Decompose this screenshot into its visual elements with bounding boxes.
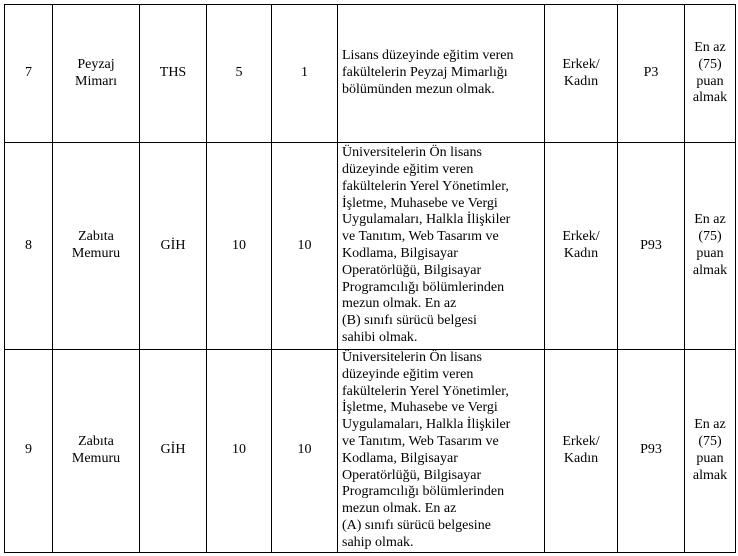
table-row [5, 350, 736, 553]
position-count: 1 [272, 5, 338, 143]
requirement-text: Lisans düzeyinde eğitim veren fakültelerin Peyzaj Mimarlığı bölümünden mezun olmak. [338, 5, 545, 143]
position-title: Zabıta Memuru [53, 350, 140, 553]
gender: Erkek/ Kadın [545, 143, 618, 350]
row-number: 9 [5, 350, 53, 553]
service-class: THS [140, 5, 207, 143]
requirement-text: Üniversitelerin Ön lisans düzeyinde eğitim veren fakültelerin Yerel Yönetimler, İşletme, Muhasebe ve Vergi Uygulamaları, Halkla İlişkiler ve Tanıtım, Web Tasarım ve Kodlama, Bilgisayar Operatörlüğü, Bilgisayar Programcılığı bölümlerinden mezun olmak. En az (A) sınıfı sürücü belgesine sahip olmak. [338, 350, 545, 553]
gender: Erkek/ Kadın [545, 5, 618, 143]
position-count: 10 [272, 350, 338, 553]
positions-table [4, 4, 736, 553]
position-degree: 10 [207, 143, 272, 350]
kpss-score-type: P93 [618, 143, 685, 350]
position-degree: 10 [207, 350, 272, 553]
position-title: Peyzaj Mimarı [53, 5, 140, 143]
minimum-score: En az (75) puan almak [685, 350, 736, 553]
gender: Erkek/ Kadın [545, 350, 618, 553]
service-class: GİH [140, 143, 207, 350]
requirement-text: Üniversitelerin Ön lisans düzeyinde eğitim veren fakültelerin Yerel Yönetimler, İşletme, Muhasebe ve Vergi Uygulamaları, Halkla İlişkiler ve Tanıtım, Web Tasarım ve Kodlama, Bilgisayar Operatörlüğü, Bilgisayar Programcılığı bölümlerinden mezun olmak. En az (B) sınıfı sürücü belgesi sahibi olmak. [338, 143, 545, 350]
position-degree: 5 [207, 5, 272, 143]
row-number: 8 [5, 143, 53, 350]
row-number: 7 [5, 5, 53, 143]
kpss-score-type: P3 [618, 5, 685, 143]
service-class: GİH [140, 350, 207, 553]
position-count: 10 [272, 143, 338, 350]
position-title: Zabıta Memuru [53, 143, 140, 350]
minimum-score: En az (75) puan almak [685, 5, 736, 143]
minimum-score: En az (75) puan almak [685, 143, 736, 350]
table-row [5, 5, 736, 143]
table-row [5, 143, 736, 350]
kpss-score-type: P93 [618, 350, 685, 553]
